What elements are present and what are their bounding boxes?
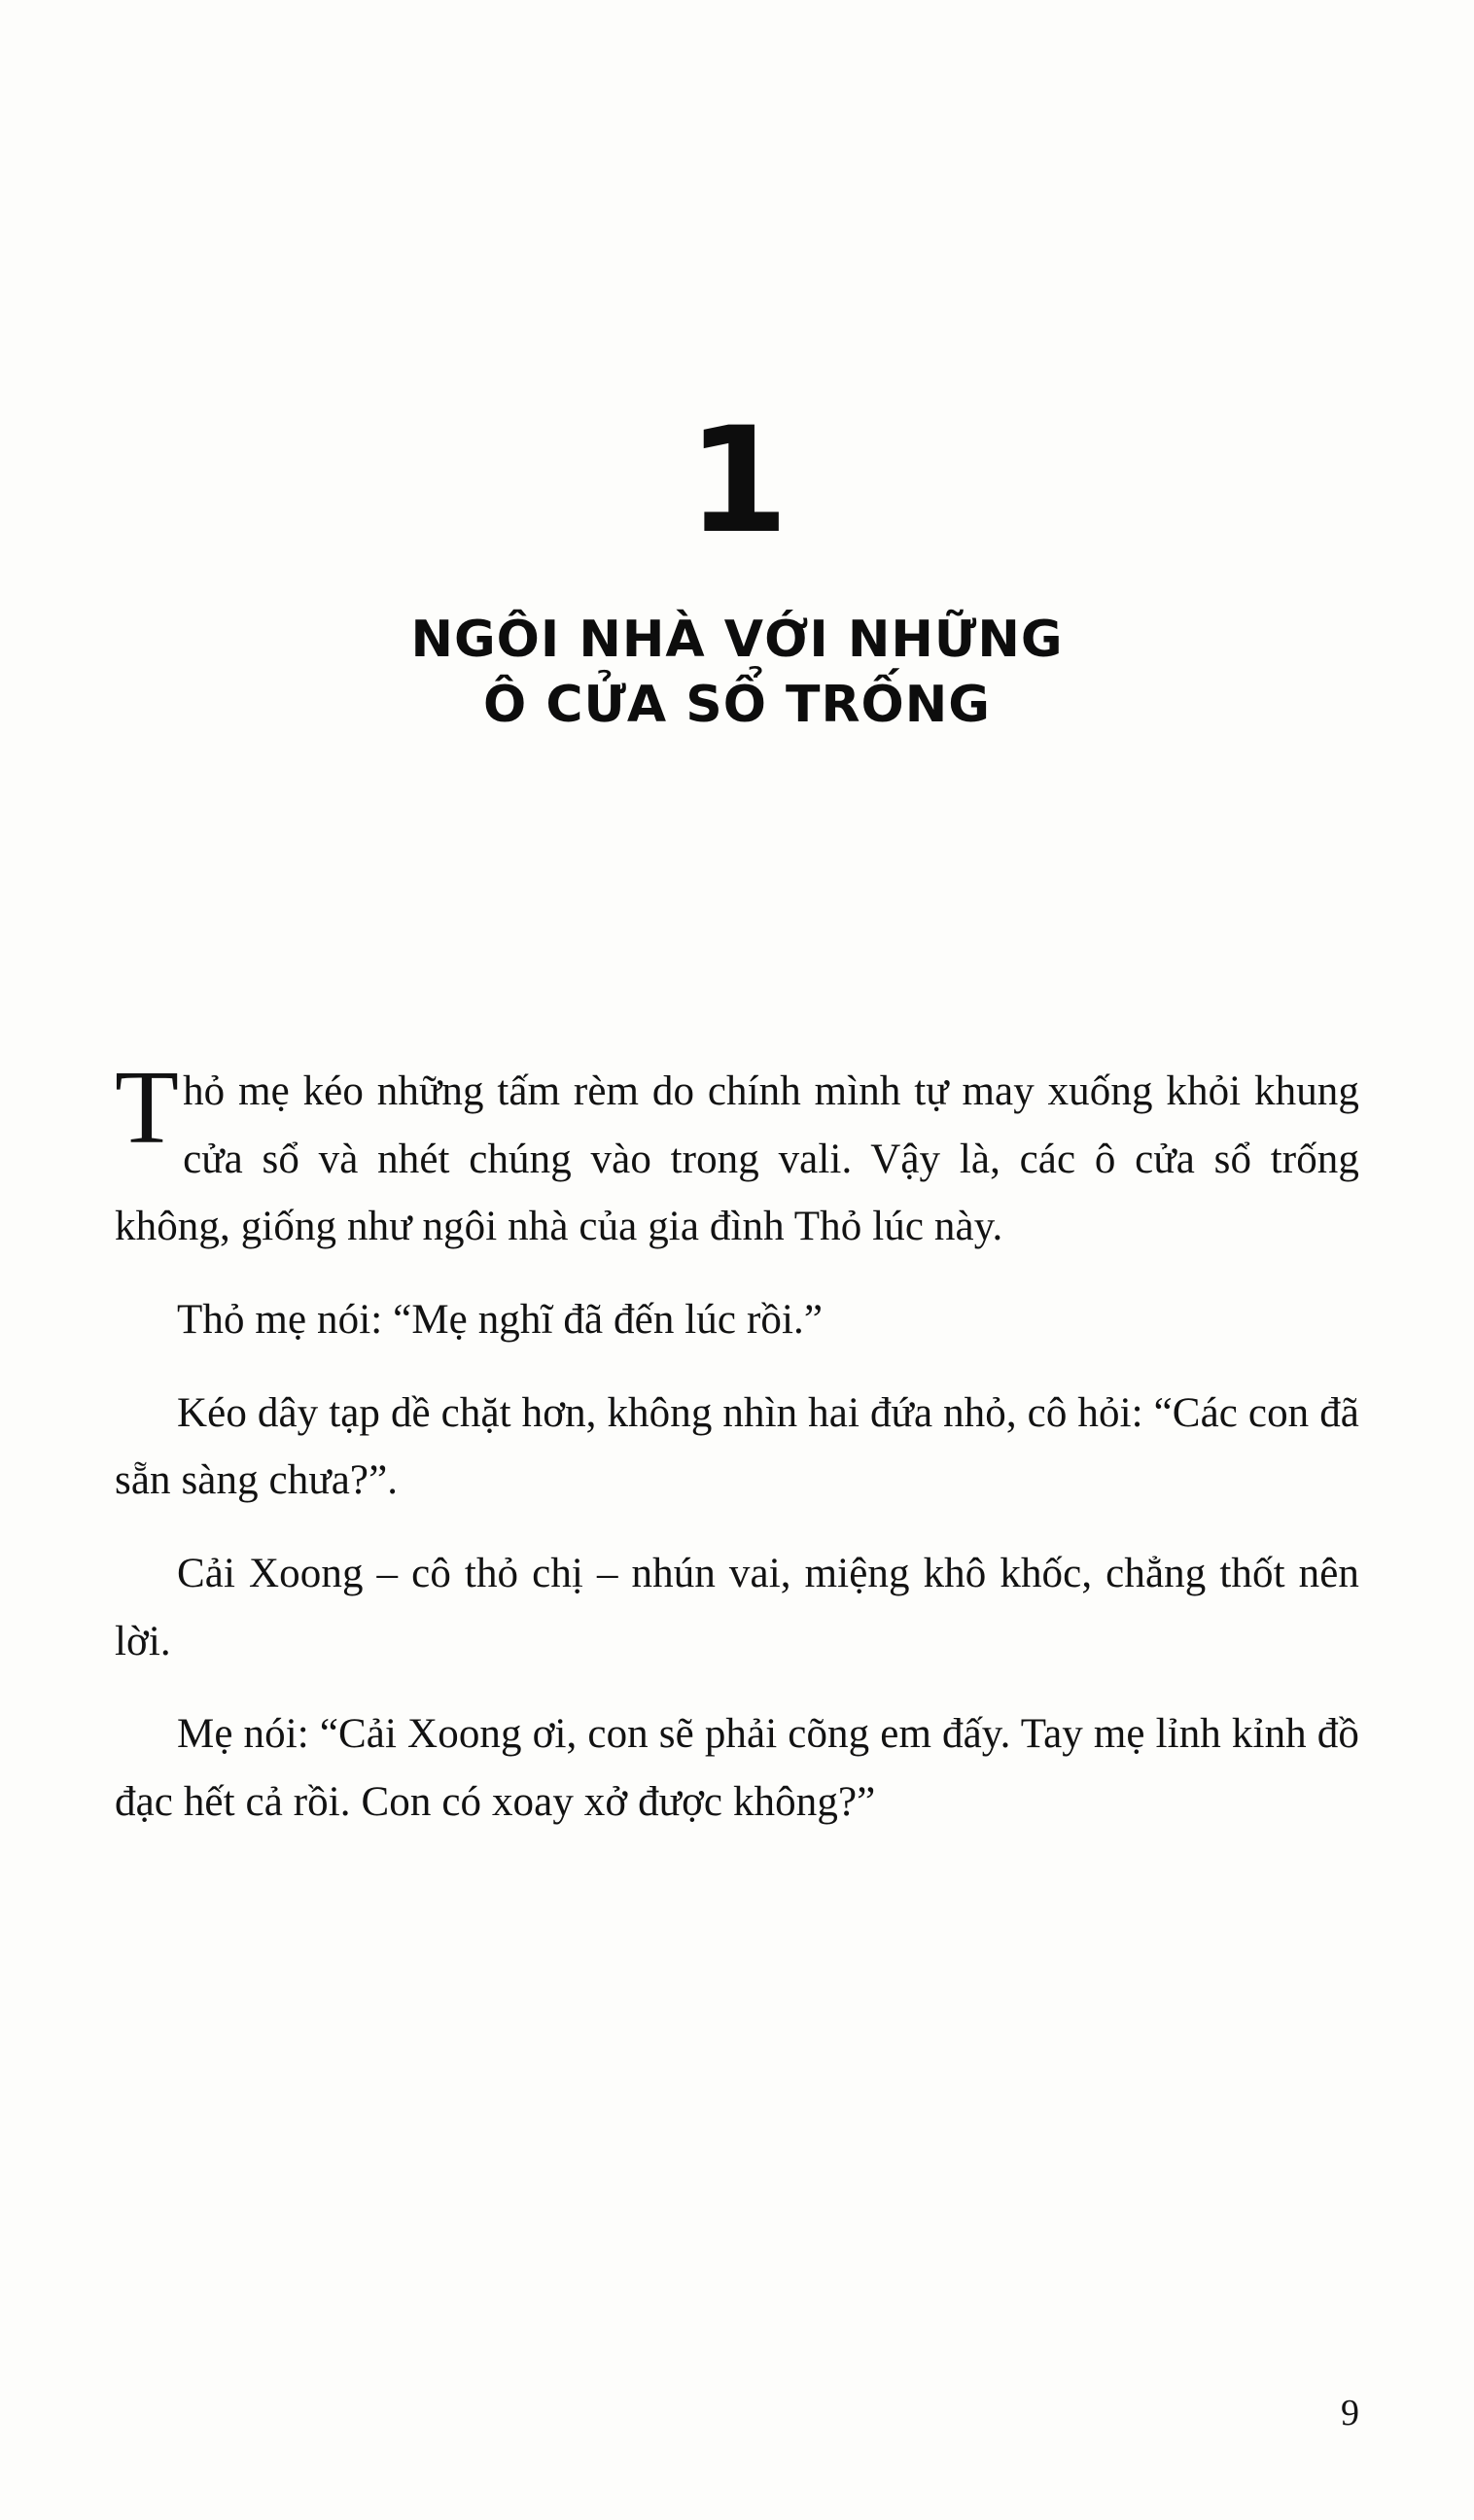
- paragraph: [115, 1540, 1359, 1675]
- chapter-title-line-2: Ô CỬA SỔ TRỐNG: [483, 675, 991, 734]
- paragraph-text: Cải Xoong – cô thỏ chị – nhún vai, miệng khô khốc, chẳng thốt nên lời.: [115, 1551, 1359, 1664]
- paragraph: [115, 1286, 1359, 1354]
- paragraph-text: Kéo dây tạp dề chặt hơn, không nhìn hai đứa nhỏ, cô hỏi: “Các con đã sẵn sàng chưa?”.: [115, 1389, 1359, 1504]
- page-number: 9: [1341, 2393, 1359, 2433]
- paragraph-text: hỏ mẹ kéo những tấm rèm do chính mình tự may xuống khỏi khung cửa sổ và nhét chúng vào trong vali. Vậy là, các ô cửa sổ trống không, giống như ngôi nhà của gia đình Thỏ lúc này.: [115, 1068, 1359, 1250]
- paragraph: [115, 1050, 1359, 1261]
- paragraph-text: Mẹ nói: “Cải Xoong ơi, con sẽ phải cõng em đấy. Tay mẹ lỉnh kỉnh đồ đạc hết cả rồi. Con có xoay xở được không?”: [115, 1711, 1359, 1825]
- body-text: [0, 1050, 1474, 1837]
- paragraph-text: Thỏ mẹ nói: “Mẹ nghĩ đã đến lúc rồi.”: [177, 1297, 824, 1344]
- chapter-title: [0, 608, 1474, 737]
- chapter-number: 1: [686, 397, 788, 566]
- paragraph: [115, 1380, 1359, 1515]
- drop-cap: T: [115, 1050, 180, 1167]
- chapter-title-line-1: NGÔI NHÀ VỚI NHỮNG: [410, 611, 1064, 669]
- paragraph: [115, 1700, 1359, 1836]
